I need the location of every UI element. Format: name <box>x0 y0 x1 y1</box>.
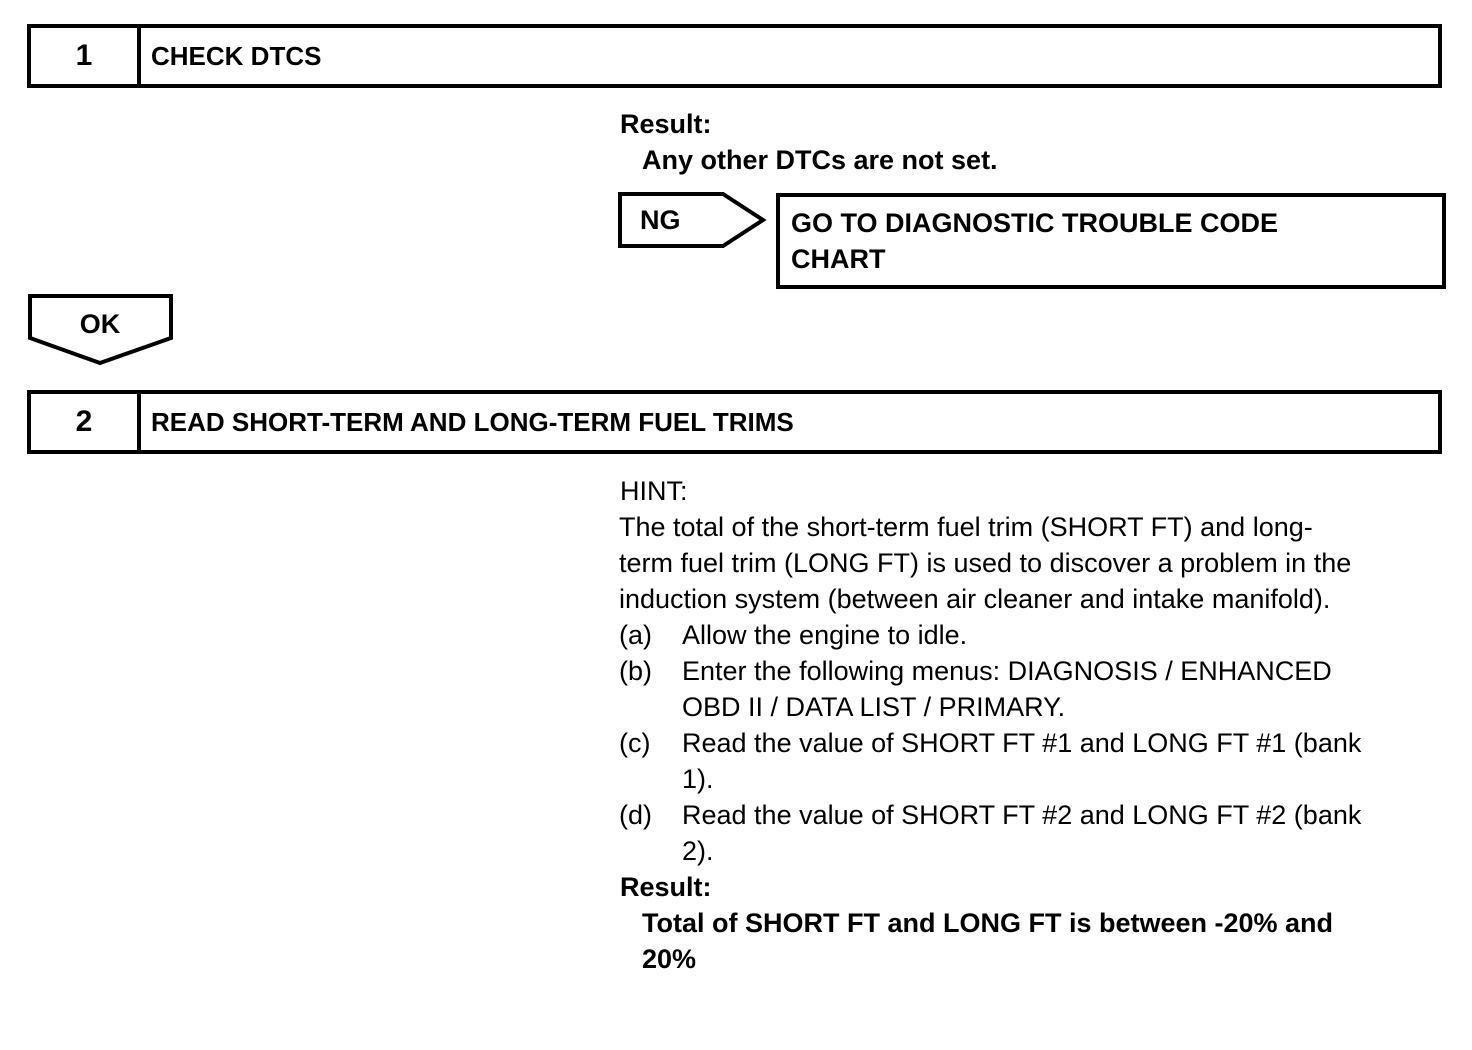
step-1-header <box>27 24 1442 88</box>
ng-action-line: GO TO DIAGNOSTIC TROUBLE CODE <box>791 208 1279 238</box>
result-text: Total of SHORT FT and LONG FT is between -20% and <box>642 908 1334 938</box>
list-item-text: Enter the following menus: DIAGNOSIS / ENHANCED <box>682 656 1332 686</box>
step-title: READ SHORT-TERM AND LONG-TERM FUEL TRIMS <box>151 406 794 437</box>
ok-arrow[interactable] <box>27 293 175 367</box>
step-title: CHECK DTCS <box>151 40 322 71</box>
result-label: Result: <box>620 109 712 139</box>
list-item-text: 1). <box>682 764 714 794</box>
result-text: Any other DTCs are not set. <box>642 145 998 175</box>
hint-label: HINT: <box>620 476 688 506</box>
list-item-text: 2). <box>682 836 714 866</box>
list-item-label: (a) <box>619 620 652 650</box>
ng-action-box[interactable] <box>776 193 1446 289</box>
step-number: 2 <box>31 394 141 450</box>
ng-arrow[interactable] <box>617 191 771 249</box>
list-item-text: Read the value of SHORT FT #2 and LONG FT #2 (bank <box>682 800 1362 830</box>
hint-line: term fuel trim (LONG FT) is used to discover a problem in the <box>619 548 1352 578</box>
list-item-text: OBD II / DATA LIST / PRIMARY. <box>682 692 1066 722</box>
ng-action-line: CHART <box>791 244 886 274</box>
hint-line: The total of the short-term fuel trim (SHORT FT) and long- <box>619 512 1313 542</box>
list-item-text: Allow the engine to idle. <box>682 620 968 650</box>
result-text: 20% <box>642 944 697 974</box>
step-2-header <box>27 390 1442 454</box>
result-label: Result: <box>620 872 712 902</box>
list-item-text: Read the value of SHORT FT #1 and LONG FT #1 (bank <box>682 728 1362 758</box>
list-item-label: (b) <box>619 656 652 686</box>
ok-label: OK <box>79 309 121 339</box>
hint-line: induction system (between air cleaner and intake manifold). <box>619 584 1331 614</box>
step-number: 1 <box>31 28 141 84</box>
ng-label: NG <box>640 205 681 235</box>
list-item-label: (d) <box>619 800 652 830</box>
list-item-label: (c) <box>619 728 651 758</box>
